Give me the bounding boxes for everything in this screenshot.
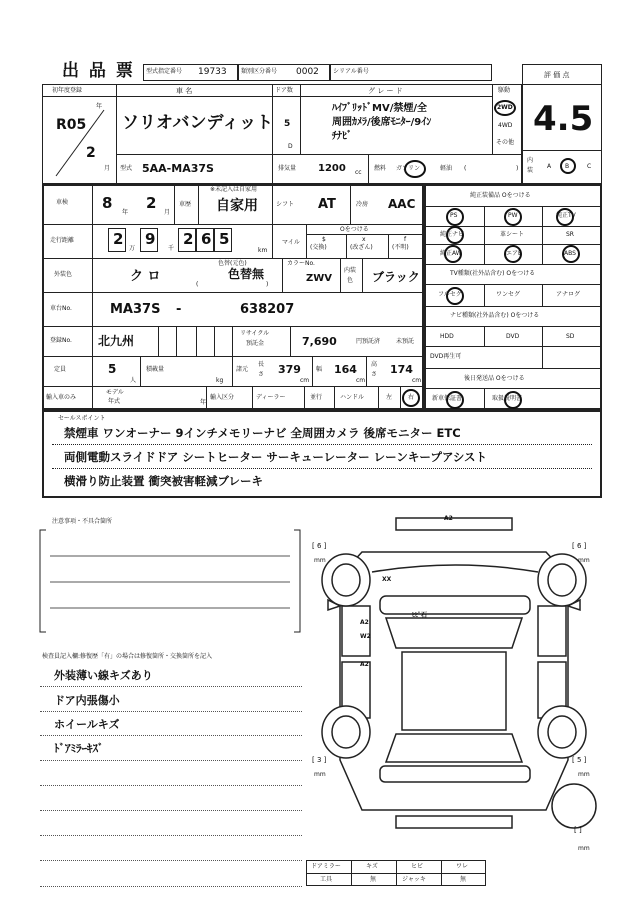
equip-abs-circle <box>562 245 580 263</box>
tread-rear-right: [ 5 ] <box>572 756 587 764</box>
mark-side-2: W2 <box>360 633 371 640</box>
mile-label: マイル <box>282 239 300 246</box>
import-year-unit: 年 <box>200 399 207 406</box>
fuel-gas-circle <box>404 160 426 178</box>
doors-sub: D <box>288 143 293 150</box>
sales-line2: 両側電動スライドドア シートヒーター サーキューレーター レーンキープアシスト <box>64 450 488 464</box>
import-parallel: 並行 <box>310 394 323 401</box>
tread-front-left: [ 6 ] <box>312 542 327 550</box>
bt-r1: 工具 <box>320 876 333 883</box>
dim-label: 諸元 <box>236 366 249 373</box>
height-label-1: 高 <box>371 361 378 368</box>
grade-label: グ レ ー ド <box>368 87 403 95</box>
form-title: 出 品 票 <box>62 61 135 81</box>
equip-tv: 純正TV <box>556 212 576 219</box>
height-unit: cm <box>412 377 422 384</box>
tread-rear-left-unit: mm <box>314 771 326 778</box>
mileage-unit-km: km <box>258 247 268 254</box>
tread-front-right: [ 6 ] <box>572 542 587 550</box>
capacity-persons-unit: 人 <box>130 377 137 384</box>
after-manual: 取扱説明書 <box>492 395 523 402</box>
after-title: 後日発送品 Oをつける <box>464 375 525 382</box>
drive-2wd: 2WD <box>497 104 513 111</box>
shaken-month-unit: 月 <box>164 209 171 216</box>
inspector-label: 検査員記入欄:修復歴「有」の場合は修復箇所・交換箇所を記入 <box>42 653 213 660</box>
usage-label: 車歴 <box>179 201 192 208</box>
class-no-label: 類別区分番号 <box>241 68 278 75</box>
displacement-label: 排気量 <box>278 165 297 172</box>
navi-sd: SD <box>566 333 575 340</box>
doors-label: ドア数 <box>275 87 293 94</box>
bt-r4: 無 <box>460 876 467 883</box>
import-class-label: 輸入区分 <box>210 394 235 401</box>
width-label: 幅 <box>316 366 323 373</box>
year-unit: 年 <box>96 103 103 110</box>
serial-label: シリアル番号 <box>333 68 369 75</box>
mileage-digit-4: 6 <box>201 230 212 248</box>
equip-navi-circle <box>446 226 464 244</box>
tv-fullseg-circle <box>446 287 464 305</box>
note-line-1: 外装薄い線キズあり <box>54 669 153 682</box>
capacity-persons: 5 <box>108 362 117 376</box>
mileage-digit-2: 9 <box>145 230 156 248</box>
bt-r2: 無 <box>370 876 377 883</box>
ac-label: 冷房 <box>356 201 369 208</box>
type-cert-no: 19733 <box>198 67 227 77</box>
equip-ps-circle <box>446 208 464 226</box>
mark-hood: XX <box>382 576 392 583</box>
equip-aw-circle <box>444 245 462 263</box>
displacement: 1200 <box>318 163 346 174</box>
score-value: 4.5 <box>533 99 594 139</box>
navi-hdd: HDD <box>440 333 454 340</box>
mileage-opt3: (不明) <box>392 244 409 251</box>
doors: 5 <box>284 119 291 129</box>
fuel-paren-close: ) <box>516 165 519 172</box>
equipment-title: 純正装備品 Oをつける <box>470 192 531 199</box>
load-unit: kg <box>216 377 224 384</box>
navi-dvd: DVD <box>506 333 520 340</box>
repaint-paren-open: ( <box>196 281 199 288</box>
shift: AT <box>318 197 336 212</box>
recycle-unpaid: 未預託 <box>396 338 415 345</box>
grade-line1: ﾊｲﾌﾞﾘｯﾄﾞMV/禁煙/全 <box>332 103 427 114</box>
drive-4wd: 4WD <box>498 122 513 129</box>
car-damage-diagram <box>306 510 606 860</box>
fuel-diesel: 軽油 <box>440 165 453 172</box>
equip-navi: 純正ナビ <box>440 231 465 238</box>
class-no: 0002 <box>296 67 319 77</box>
mark-windshield: ﾋﾋﾞ石 <box>412 612 428 619</box>
mark-side-3: A2 <box>360 661 369 668</box>
length: 379 <box>278 363 301 376</box>
model-label: 型式 <box>120 165 133 172</box>
tread-rear-right-unit: mm <box>578 771 590 778</box>
bt-h4: ワレ <box>456 863 469 870</box>
tread-rear-left: [ 3 ] <box>312 756 327 764</box>
bt-h1: ドアミラー <box>311 863 341 870</box>
drive-label: 駆動 <box>498 87 511 94</box>
chassis-number: 638207 <box>240 302 295 317</box>
mileage-circle-note: Oをつける <box>340 226 369 233</box>
registration-place: 北九州 <box>98 334 135 348</box>
import-label: 輸入車のみ <box>46 394 77 401</box>
model-year-2: 年式 <box>108 398 121 405</box>
first-reg-year: R05 <box>56 117 87 133</box>
length-unit: cm <box>300 377 310 384</box>
usage-note: ※未記入は自家用 <box>210 186 258 193</box>
repaint: 色替無 <box>228 267 265 281</box>
displacement-unit: cc <box>355 169 362 176</box>
equip-pw: PW <box>508 212 518 219</box>
height: 174 <box>390 363 413 376</box>
recycle-label-2: 預託金 <box>246 340 265 347</box>
first-reg-label: 初年度登録 <box>52 87 83 94</box>
mileage-opt3-sym: f <box>404 236 407 243</box>
orig-color-label: 色替(元色) <box>218 260 247 267</box>
equip-sr: SR <box>566 231 574 238</box>
sales-line1: 禁煙車 ワンオーナー 9インチメモリーナビ 全周囲カメラ 後席モニター ETC <box>64 426 461 440</box>
import-dealer: ディーラー <box>256 394 286 401</box>
width-unit: cm <box>356 377 366 384</box>
mark-roof: A2 <box>444 515 453 522</box>
capacity-label: 定員 <box>54 366 67 373</box>
equip-abs: ABS <box>564 250 576 257</box>
shaken-year: 8 <box>102 194 113 212</box>
mileage-unit-sen: 千 <box>168 245 175 252</box>
recycle-paid: 円預託済 <box>356 338 381 345</box>
chassis-label: 車台No. <box>50 305 72 312</box>
shift-label: シフト <box>276 201 295 208</box>
interior-c: C <box>587 163 592 170</box>
recycle-label-1: リサイクル <box>240 330 270 337</box>
sales-line3: 横滑り防止装置 衝突被害軽減ブレーキ <box>64 474 264 488</box>
interior-color-label-1: 内装 <box>344 267 357 274</box>
model-year-1: モデル <box>106 389 124 396</box>
mileage-opt1: (交換) <box>310 244 327 251</box>
repaint-paren-close: ) <box>266 281 269 288</box>
handle-left: 左 <box>386 394 393 401</box>
month-unit: 月 <box>104 165 111 172</box>
navi-title: ナビ種類(社外品含む) Oをつける <box>450 312 540 319</box>
color-no-label: カラーNo. <box>287 260 315 267</box>
mileage-unit-man: 万 <box>129 245 136 252</box>
equip-airbag-circle <box>504 245 522 263</box>
tread-front-right-unit: mm <box>578 557 590 564</box>
exterior-label: 外装色 <box>54 271 73 278</box>
mileage-digit-3: 2 <box>183 230 194 248</box>
mileage-label: 走行距離 <box>50 237 75 244</box>
equip-leather: 革シート <box>500 231 525 238</box>
length-label-2: さ <box>258 371 265 378</box>
bt-h2: キズ <box>366 863 378 870</box>
note-line-2: ドア内張傷小 <box>54 694 120 707</box>
registration-label: 登録No. <box>50 337 72 344</box>
model: 5AA-MA37S <box>142 162 214 175</box>
notes-label: 注意事項・不具合箇所 <box>52 518 113 525</box>
tv-oneseg: ワンセグ <box>496 291 521 298</box>
color-no: ZWV <box>306 273 333 284</box>
usage: 自家用 <box>216 198 258 214</box>
grade-line2: 周囲ｶﾒﾗ/後席ﾓﾆﾀｰ/9ｲﾝ <box>332 117 432 128</box>
note-line-4: ﾄﾞｱﾐﾗｰｷｽﾞ <box>54 742 104 755</box>
interior-a: A <box>547 163 552 170</box>
tread-spare-unit: mm <box>578 845 590 852</box>
tread-front-left-unit: mm <box>314 557 326 564</box>
length-label-1: 長 <box>258 361 265 368</box>
dvd-playback: DVD再生可 <box>430 353 462 360</box>
width: 164 <box>334 363 357 376</box>
exterior-color: ク ロ <box>130 269 161 284</box>
handle-label: ハンドル <box>340 394 365 401</box>
mileage-digit-1: 2 <box>113 230 124 248</box>
interior-b: B <box>565 163 570 170</box>
chassis-dash: - <box>176 302 182 317</box>
ac: AAC <box>388 197 416 211</box>
equip-ps: PS <box>450 212 458 219</box>
load-label: 積載量 <box>146 366 165 373</box>
interior-color: ブラック <box>372 270 420 284</box>
first-reg-month: 2 <box>86 145 96 161</box>
mileage-digit-5: 5 <box>219 230 230 248</box>
shaken-month: 2 <box>146 194 157 212</box>
shaken-year-unit: 年 <box>122 209 129 216</box>
fuel-label: 燃料 <box>374 165 387 172</box>
after-manual-circle <box>504 391 522 409</box>
after-warranty-circle <box>446 391 464 409</box>
handle-right: 右 <box>408 394 415 401</box>
score-label: 評 価 点 <box>544 71 570 79</box>
equip-airbag: エアB <box>506 250 523 257</box>
tread-spare: [ ] <box>574 826 582 834</box>
after-warranty: 新車保証書 <box>432 395 463 402</box>
equip-tv-circle <box>556 208 574 226</box>
recycle-amount: 7,690 <box>302 335 337 348</box>
type-cert-label: 型式指定番号 <box>146 68 183 75</box>
mark-side-1: A2 <box>360 619 369 626</box>
drive-other: その他 <box>496 139 515 146</box>
sales-label: セールスポイント <box>58 415 106 422</box>
first-reg-slash <box>46 100 112 180</box>
shaken-label: 車検 <box>56 199 69 206</box>
tv-title: TV種類(社外品含む) Oをつける <box>450 270 536 277</box>
notes-area-frame <box>38 528 302 634</box>
fuel-gas: ガソリン <box>396 165 421 172</box>
mileage-opt1-sym: $ <box>322 236 326 243</box>
chassis-prefix: MA37S <box>110 302 161 317</box>
note-line-3: ホイールキズ <box>54 718 120 731</box>
grade-line3: ﾁﾅﾋﾞ <box>332 131 352 142</box>
equip-aw: 純正AW <box>440 250 462 257</box>
mileage-opt2: (改ざん) <box>350 244 373 251</box>
interior-label-1: 内 <box>527 157 534 164</box>
interior-label-2: 装 <box>527 167 534 174</box>
fuel-paren-open: ( <box>464 165 467 172</box>
equip-pw-circle <box>504 208 522 226</box>
interior-color-label-2: 色 <box>347 277 354 284</box>
tv-analog: アナログ <box>556 291 581 298</box>
car-name: ソリオバンディット <box>122 113 274 133</box>
bt-h3: ヒビ <box>411 863 424 870</box>
bt-r3: ジャッキ <box>402 876 426 883</box>
car-name-label: 車 名 <box>176 87 193 95</box>
height-label-2: さ <box>371 371 378 378</box>
tv-fullseg: フルセグ <box>438 291 462 298</box>
mileage-opt2-sym: x <box>362 236 366 243</box>
